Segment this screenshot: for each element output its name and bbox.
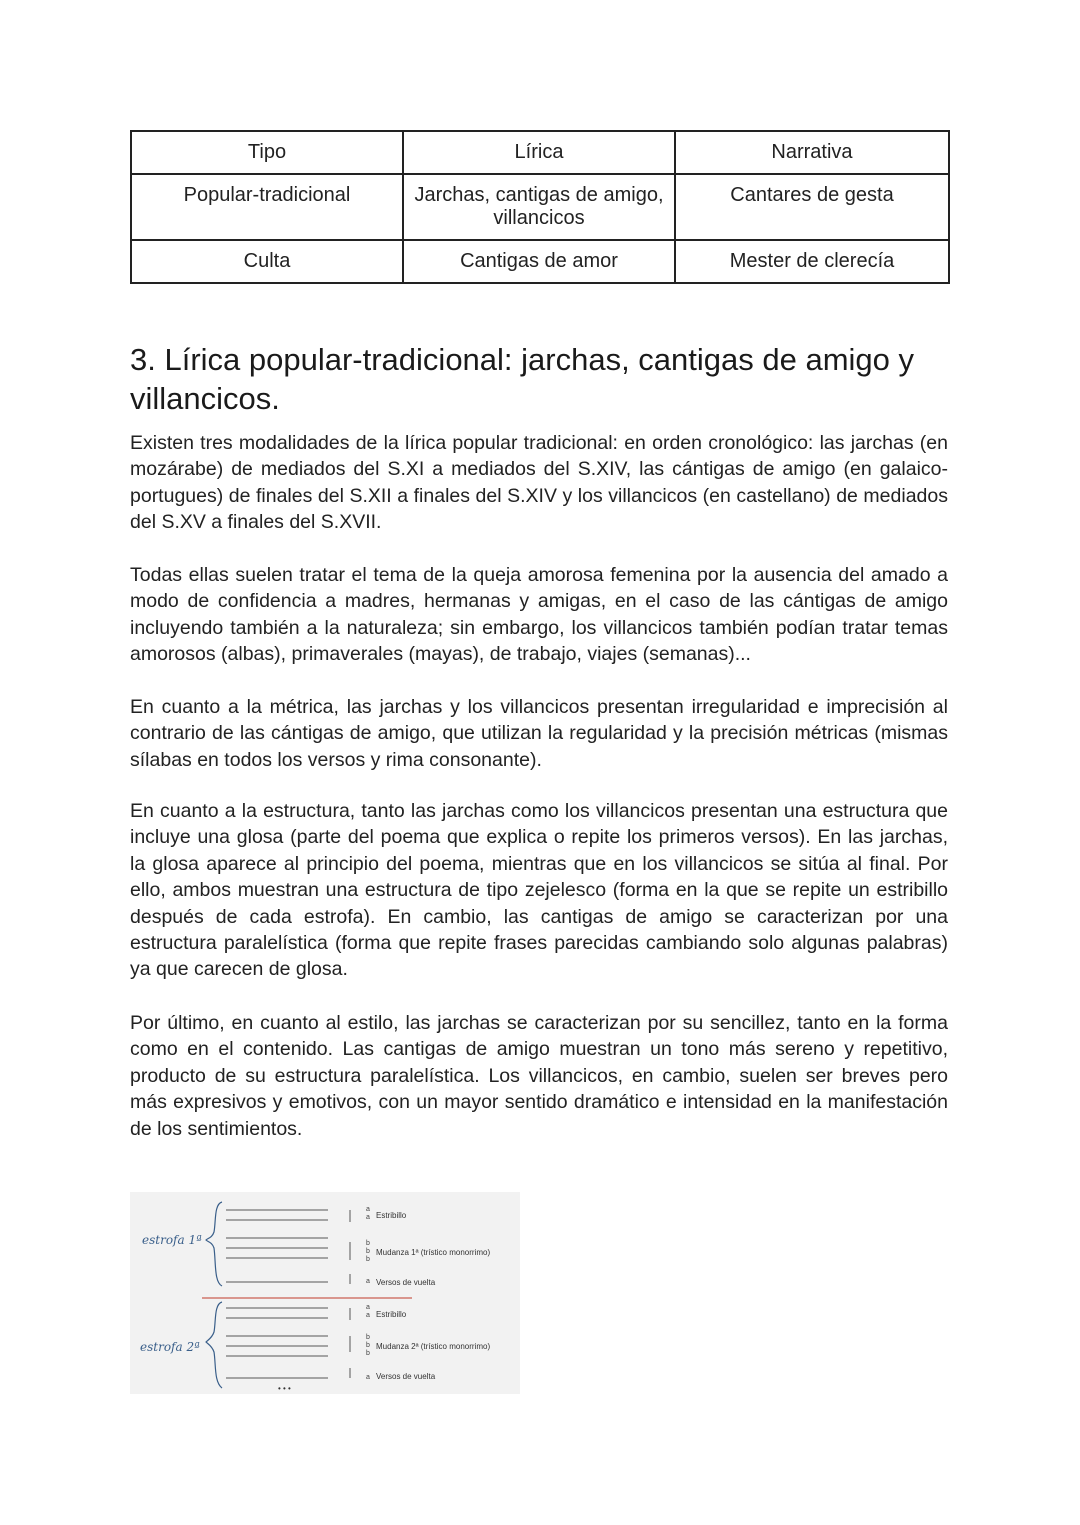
- label-estribillo-2: Estribillo: [376, 1310, 407, 1319]
- section-title: 3. Lírica popular-tradicional: jarchas, cantigas de amigo y villancicos.: [130, 342, 915, 416]
- rhyme-letter: b: [366, 1240, 370, 1247]
- continuation-dots: • • •: [278, 1384, 291, 1393]
- header-cell-tipo: Tipo: [131, 131, 403, 174]
- rhyme-letter: a: [366, 1278, 370, 1285]
- table-header-row: [131, 131, 949, 174]
- label-vuelta-1: Versos de vuelta: [376, 1278, 436, 1287]
- paragraph-metrica: En cuanto a la métrica, las jarchas y los villancicos presentan irregularidad e imprecisión al contrario de las cántigas de amigo, que utilizan la regularidad y la precisión métricas (mismas sílabas en todos los versos y rima consonante).: [130, 696, 948, 771]
- stanza-2-verse-lines: [226, 1308, 328, 1378]
- zejel-structure-svg: [130, 1192, 520, 1394]
- stanza-1-label: estrofa 1ª: [142, 1233, 202, 1247]
- stanza-1-verse-lines: [226, 1210, 328, 1282]
- table-cell: Mester de clerecía: [675, 240, 949, 283]
- table-row: [131, 174, 949, 240]
- rhyme-scheme: [366, 1206, 370, 1381]
- rhyme-letter: a: [366, 1374, 370, 1381]
- zejel-structure-diagram: [130, 1192, 520, 1394]
- table-cell: Culta: [131, 240, 403, 283]
- table-cell: Cantares de gesta: [675, 174, 949, 240]
- rhyme-letter: a: [366, 1214, 370, 1221]
- rhyme-letter: a: [366, 1312, 370, 1319]
- table-cell: Popular-tradicional: [131, 174, 403, 240]
- rhyme-letter: b: [366, 1334, 370, 1341]
- header-cell-lirica: Lírica: [403, 131, 675, 174]
- rhyme-letter: a: [366, 1206, 370, 1213]
- label-vuelta-2: Versos de vuelta: [376, 1372, 436, 1381]
- label-estribillo-1: Estribillo: [376, 1211, 407, 1220]
- rhyme-letter: b: [366, 1342, 370, 1349]
- paragraph-estilo: Por último, en cuanto al estilo, las jarchas se caracterizan por su sencillez, tanto en la forma como en el contenido. Las cantigas de amigo muestran un tono más sereno y repetitivo, producto de su estructura paralelística. Los villancicos, en cambio, suelen ser breves pero más expresivos y emotivos, con un mayor sentido dramático e intensidad en la manifestación de los sentimientos.: [130, 1012, 948, 1140]
- stanza-2-label: estrofa 2ª: [140, 1340, 200, 1354]
- rhyme-letter: a: [366, 1304, 370, 1311]
- header-cell-narrativa: Narrativa: [675, 131, 949, 174]
- paragraph-modalidades: Existen tres modalidades de la lírica popular tradicional: en orden cronológico: las jarchas (en mozárabe) de mediados del S.XI a mediados del S.XIV, las cántigas de amigo (en galaico-portugues) de finales del S.XII a finales del S.XIV y los villancicos (en castellano) de mediados del S.XV a finales del S.XVII.: [130, 432, 948, 534]
- table-cell: Cantigas de amor: [403, 240, 675, 283]
- rhyme-letter: b: [366, 1350, 370, 1357]
- stanza-2-brace: [206, 1302, 222, 1388]
- label-mudanza-1: Mudanza 1ª (trístico monorrimo): [376, 1248, 491, 1257]
- label-mudanza-2: Mudanza 2ª (trístico monorrimo): [376, 1342, 491, 1351]
- stanza-1-brace: [206, 1202, 222, 1286]
- rhyme-letter: b: [366, 1256, 370, 1263]
- rhyme-letter: b: [366, 1248, 370, 1255]
- paragraph-estructura: En cuanto a la estructura, tanto las jarchas como los villancicos presentan una estructura que incluye una glosa (parte del poema que explica o repite los primeros versos). En las jarchas, la glosa aparece al principio del poema, mientras que en los villancicos se sitúa al final. Por ello, ambos muestran una estructura de tipo zejelesco (forma en la que se repite un estribillo después de cada estrofa). En cambio, las cantigas de amigo se caracterizan por una estructura paralelística (forma que repite frases parecidas cambiando solo algunas palabras) ya que carecen de glosa.: [130, 800, 948, 981]
- paragraph-tema: Todas ellas suelen tratar el tema de la queja amorosa femenina por la ausencia del amado a modo de confidencia a madres, hermanas y amigas, en el caso de las cántigas de amigo incluyendo también a la naturaleza; sin embargo, los villancicos también podían tratar temas amorosos (albas), primaverales (mayas), de trabajo, viajes (semanas)...: [130, 564, 948, 666]
- literature-types-table: [130, 130, 950, 284]
- table-row: [131, 240, 949, 283]
- table-cell: Jarchas, cantigas de amigo, villancicos: [403, 174, 675, 240]
